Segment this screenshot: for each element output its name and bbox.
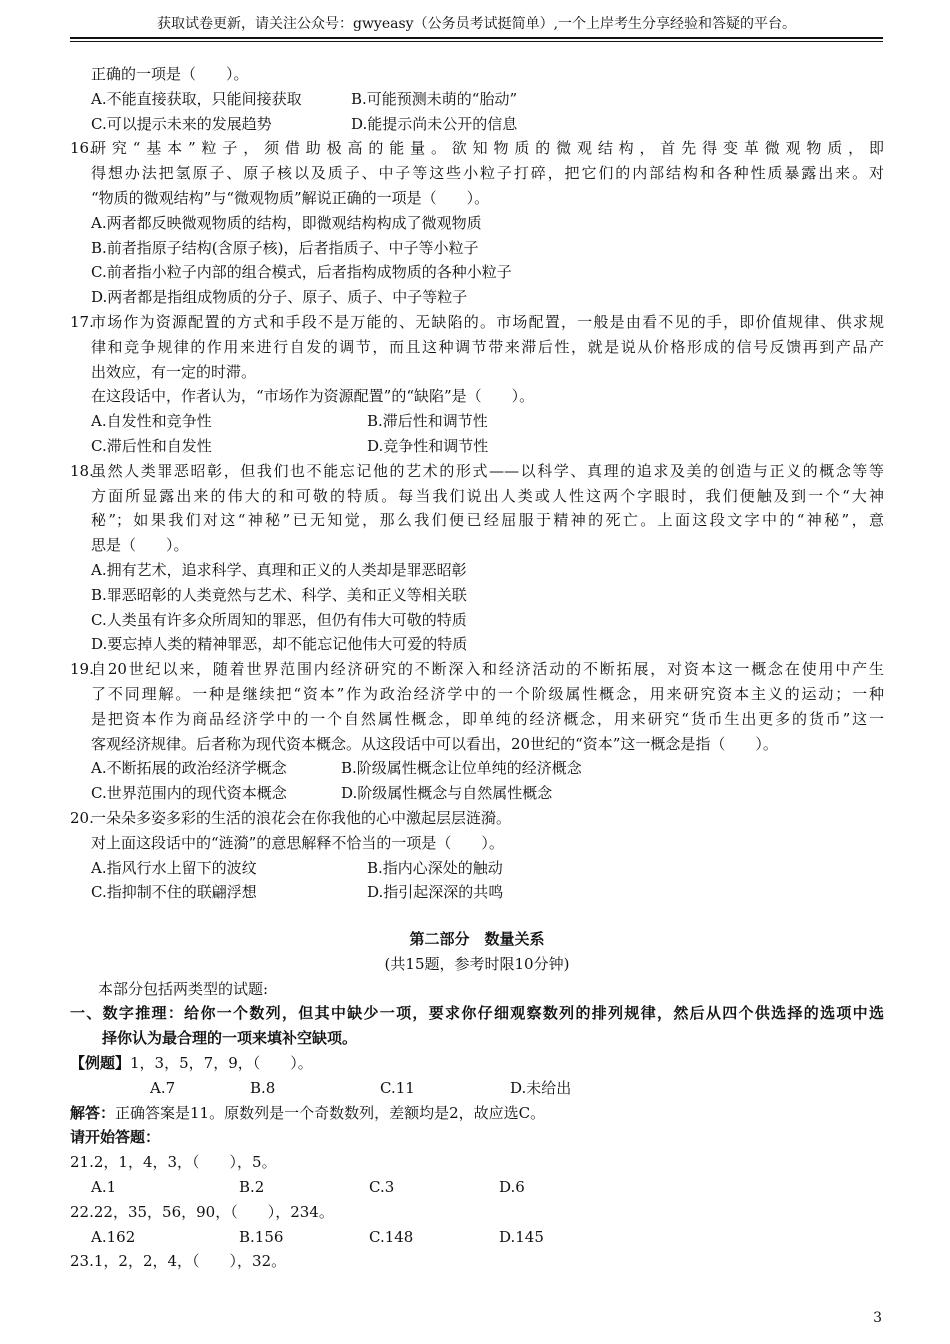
q19-option-d: D.阶级属性概念与自然属性概念	[341, 784, 553, 803]
q16-option-c: C.前者指小粒子内部的组合模式，后者指构成物质的各种小粒子	[91, 263, 512, 282]
q20-options-row1	[70, 856, 884, 881]
q15-option-b: B.可能预测未萌的“胎动”	[351, 89, 518, 108]
q17-option-d: D.竞争性和调节性	[367, 436, 489, 455]
question-23	[70, 1249, 884, 1274]
q22-option-d: D.145	[499, 1227, 544, 1246]
q20-options-row2	[70, 880, 884, 905]
q17-line2: 律和竞争规律的作用来进行自发的调节，而且这种调节带来滞后性，就是说从价格形成的信号反馈再到产品产	[91, 337, 884, 356]
section-subtitle: (共15题，参考时限10分钟)	[384, 954, 570, 973]
q17-options-row1	[70, 409, 884, 434]
q16-option-b: B.前者指原子结构(含原子核)，后者指质子、中子等小粒子	[91, 238, 479, 257]
q15-options-row1	[70, 87, 884, 112]
q15-options-row2	[70, 112, 884, 137]
header-note: 获取试卷更新，请关注公众号：gwyeasy（公务员考试挺简单）,一个上岸考生分享经验和答疑的平台。	[156, 16, 797, 32]
q16-option-a: A.两者都反映微观物质的结构，即微观结构构成了微观物质	[91, 213, 482, 232]
q18-line3: 秘”；如果我们对这“神秘”已无知觉，那么我们便已经屈服于精神的死亡。上面这段文字中的“神秘”，意	[91, 511, 884, 530]
q18-line1: 虽然人类罪恶昭彰，但我们也不能忘记他的艺术的形式——以科学、真理的追求及美的创造与正义的概念等等	[91, 461, 884, 480]
header-rule-thick	[70, 37, 883, 39]
q19-line1: 自20世纪以来，随着世界范围内经济研究的不断深入和经济活动的不断拓展，对资本这一概念在使用中产生	[91, 660, 884, 679]
q17-number: 17.	[70, 312, 94, 331]
q18-option-c: C.人类虽有许多众所周知的罪恶，但仍有伟大可敬的特质	[91, 610, 467, 629]
q15-option-a: A.不能直接获取，只能间接获取	[91, 89, 302, 108]
q19-option-c: C.世界范围内的现代资本概念	[91, 784, 287, 803]
q21-option-a: A.1	[91, 1178, 117, 1197]
q22-option-c: C.148	[369, 1227, 414, 1246]
q23-number: 23.	[70, 1252, 94, 1271]
example-option-c: C.11	[380, 1078, 415, 1097]
example-answer	[70, 1101, 884, 1126]
section-title: 第二部分 数量关系	[409, 930, 545, 949]
q18-line4: 思是（ ）。	[91, 536, 189, 555]
q19-options-row1	[70, 756, 884, 781]
q18-option-a: A.拥有艺术，追求科学、真理和正义的人类却是罪恶昭彰	[91, 560, 467, 579]
q22-sequence: 22，35，56，90，（ ），234。	[93, 1202, 334, 1221]
q19-number: 19.	[70, 660, 94, 679]
question-17	[70, 310, 884, 409]
q19-option-b: B.阶级属性概念让位单纯的经济概念	[341, 759, 582, 778]
q16-number: 16.	[70, 139, 94, 158]
section-intro: 本部分包括两类型的试题:	[98, 979, 269, 998]
q20-option-a: A.指风行水上留下的波纹	[91, 858, 257, 877]
q21-options	[70, 1175, 884, 1200]
q17-options-row2	[70, 434, 884, 459]
example-options	[70, 1076, 884, 1101]
q18-number: 18.	[70, 461, 94, 480]
example-sequence: 1，3，5，7，9，（ ）。	[130, 1054, 313, 1073]
type1-instruction-line1: 一、数字推理：给你一个数列，但其中缺少一项，要求你仔细观察数列的排列规律，然后从四个供选择的选项中选	[70, 1004, 884, 1023]
q22-option-b: B.156	[239, 1227, 284, 1246]
q20-line1: 一朵朵多姿多彩的生活的浪花会在你我他的心中激起层层涟漪。	[91, 808, 512, 827]
q19-line3: 是把资本作为商品经济学中的一个自然属性概念，即单纯的经济概念，用来研究“货币生出更多的货币”这一	[91, 709, 884, 728]
q19-line4: 客观经济规律。后者称为现代资本概念。从这段话中可以看出，20世纪的“资本”这一概念是指（ ）。	[91, 734, 778, 753]
q22-number: 22.	[70, 1202, 94, 1221]
q17-line3: 出效应，有一定的时滞。	[91, 362, 257, 381]
q16-line2: 得想办法把氢原子、原子核以及质子、中子等这些小粒子打碎，把它们的内部结构和各种性质暴露出来。对	[91, 164, 884, 183]
q17-option-a: A.自发性和竞争性	[91, 412, 212, 431]
q20-number: 20.	[70, 808, 94, 827]
q15-option-d: D.能提示尚未公开的信息	[351, 114, 518, 133]
q22-options	[70, 1225, 884, 1250]
q22-option-a: A.162	[91, 1227, 136, 1246]
q21-sequence: 2，1，4，3，（ ），5。	[93, 1153, 277, 1172]
page-number: 3	[873, 1310, 882, 1326]
question-21	[70, 1150, 884, 1175]
q15-option-c: C.可以提示未来的发展趋势	[91, 114, 272, 133]
question-19	[70, 657, 884, 756]
q16-line1: 研究“基本”粒子，须借助极高的能量。欲知物质的微观结构，首先得变革微观物质，即	[91, 139, 884, 158]
q23-sequence: 1，2，2，4，（ ），32。	[93, 1252, 287, 1271]
q19-option-a: A.不断拓展的政治经济学概念	[91, 759, 287, 778]
start-prompt: 请开始答题：	[70, 1128, 161, 1147]
q18-line2: 方面所显露出来的伟大的和可敬的特质。每当我们说出人类或人性这两个字眼时，我们便触及到一个“大神	[91, 486, 884, 505]
q21-option-c: C.3	[369, 1178, 395, 1197]
q16-option-d: D.两者都是指组成物质的分子、原子、质子、中子等粒子	[91, 288, 468, 307]
q20-line2: 对上面这段话中的“涟漪”的意思解释不恰当的一项是（ ）。	[91, 833, 504, 852]
type1-instruction-line2: 择你认为最合理的一项来填补空缺项。	[102, 1029, 358, 1048]
q21-option-b: B.2	[239, 1178, 265, 1197]
page-content	[70, 62, 884, 1274]
question-20	[70, 806, 884, 856]
q17-line4: 在这段话中，作者认为，“市场作为资源配置”的“缺陷”是（ ）。	[91, 387, 535, 406]
q20-option-d: D.指引起深深的共鸣	[367, 883, 504, 902]
answer-text: 正确答案是11。原数列是一个奇数数列，差额均是2，故应选C。	[115, 1103, 546, 1122]
question-18	[70, 459, 884, 558]
q18-option-b: B.罪恶昭彰的人类竟然与艺术、科学、美和正义等相关联	[91, 585, 467, 604]
q21-number: 21.	[70, 1153, 94, 1172]
example-question	[70, 1051, 884, 1076]
q15-stem-tail: 正确的一项是（ ）。	[91, 65, 249, 83]
header-rule-thin	[70, 41, 883, 42]
example-option-d: D.未给出	[510, 1078, 572, 1097]
q18-option-d: D.要忘掉人类的精神罪恶，却不能忘记他伟大可爱的特质	[91, 635, 468, 654]
q21-option-d: D.6	[499, 1178, 525, 1197]
answer-label: 解答：	[70, 1103, 116, 1122]
example-option-a: A.7	[150, 1078, 176, 1097]
q17-line1: 市场作为资源配置的方式和手段不是万能的、无缺陷的。市场配置，一般是由看不见的手，即价值规律、供求规	[91, 312, 884, 331]
q17-option-b: B.滞后性和调节性	[367, 412, 488, 431]
q17-option-c: C.滞后性和自发性	[91, 436, 212, 455]
q19-options-row2	[70, 781, 884, 806]
question-22	[70, 1200, 884, 1225]
example-option-b: B.8	[250, 1078, 276, 1097]
q20-option-b: B.指内心深处的触动	[367, 858, 503, 877]
example-label: 【例题】	[70, 1054, 131, 1073]
q20-option-c: C.指抑制不住的联翩浮想	[91, 883, 257, 902]
question-16	[70, 136, 884, 210]
q16-line3: “物质的微观结构”与“微观物质”解说正确的一项是（ ）。	[91, 188, 490, 207]
q19-line2: 了不同理解。一种是继续把“资本”作为政治经济学中的一个阶级属性概念，用来研究资本主义的运动；一种	[91, 684, 884, 703]
